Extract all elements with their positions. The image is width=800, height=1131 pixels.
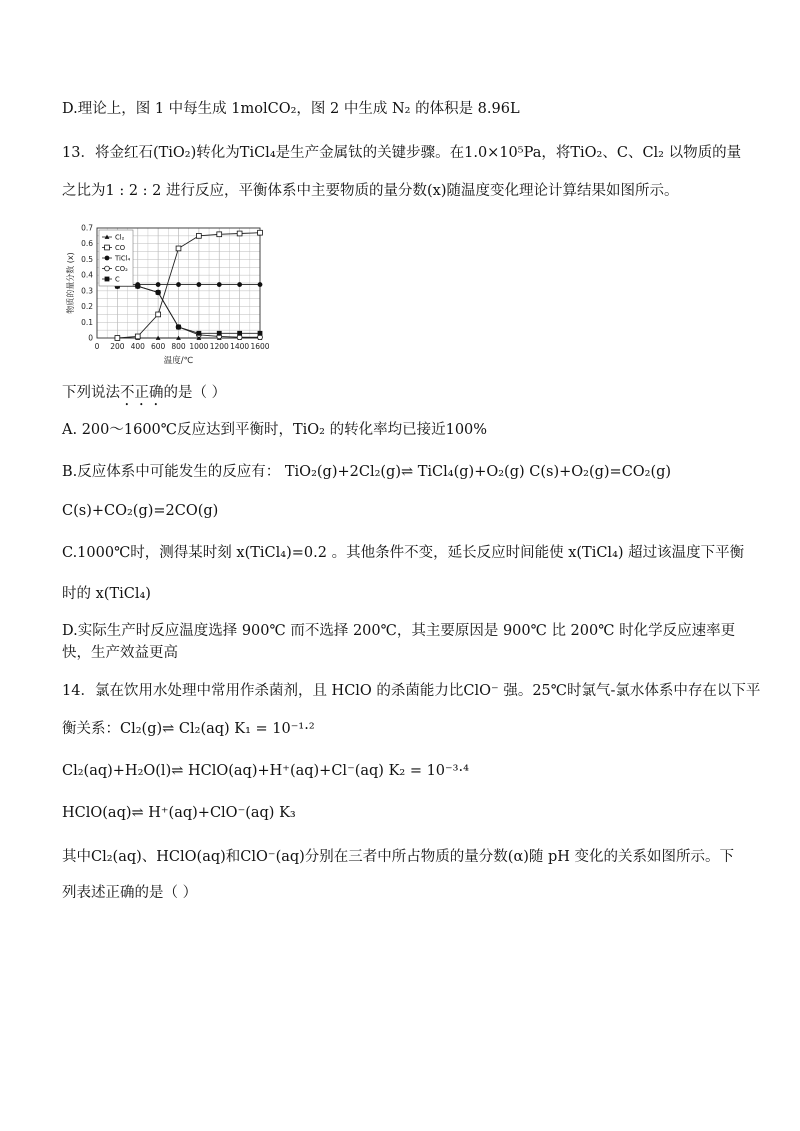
q13-stem-line1: 13．将金红石(TiO₂)转化为TiCl₄是生产金属钛的关键步骤。在1.0×10⁵Pa，将TiO₂、C、Cl₂ 以物质的量 [62, 145, 742, 161]
y-tick-label: 0.3 [81, 286, 93, 296]
data-point-4 [135, 284, 140, 289]
q13-option-a: A. 200～1600℃反应达到平衡时，TiO₂ 的转化率均已接近100% [62, 422, 488, 438]
x-tick-label: 0 [94, 342, 100, 351]
data-point-1 [156, 312, 161, 317]
data-point-2 [156, 282, 161, 287]
q13-option-b-line2: C(s)+CO₂(g)=2CO(g) [62, 503, 219, 519]
q13-option-d: D.实际生产时反应温度选择 900℃ 而不选择 200℃，其主要原因是 900℃ 比 200℃ 时化学反应速率更快，生产效益更高 [62, 623, 736, 661]
y-tick-label: 0 [88, 333, 93, 343]
data-point-2 [217, 282, 222, 287]
legend-marker [105, 277, 110, 282]
legend-label: C [115, 275, 120, 284]
legend-marker [105, 256, 110, 261]
data-point-2 [176, 282, 181, 287]
data-point-1 [115, 336, 120, 341]
x-tick-label: 1600 [250, 342, 270, 351]
q14-stem-line1: 14．氯在饮用水处理中常用作杀菌剂，且 HClO 的杀菌能力比ClO⁻ 强。25℃时氯气-氯水体系中存在以下平 [62, 683, 761, 699]
q13-prompt-prefix: 下列说法 [62, 385, 120, 401]
y-tick-label: 0.7 [81, 223, 93, 233]
data-point-2 [237, 282, 242, 287]
x-tick-label: 1400 [230, 342, 250, 351]
y-tick-label: 0.1 [81, 317, 93, 327]
q14-desc-line2: 列表述正确的是（ ） [62, 885, 198, 901]
legend-label: Cl₂ [115, 233, 125, 242]
data-point-1 [135, 334, 140, 339]
legend-marker [105, 245, 110, 250]
data-point-4 [196, 331, 201, 336]
data-point-4 [258, 331, 263, 336]
data-point-4 [217, 331, 222, 336]
legend-label: CO₂ [115, 265, 128, 273]
x-tick-label: 800 [171, 342, 186, 351]
data-point-1 [196, 233, 201, 238]
legend-marker [105, 266, 110, 271]
x-axis-label: 温度/℃ [163, 356, 194, 366]
q13-prompt-suffix: 的是（ ） [163, 385, 227, 401]
q13-stem-line2: 之比为1 : 2 : 2 进行反应，平衡体系中主要物质的量分数(x)随温度变化理论计算结果如图所示。 [62, 183, 679, 199]
q14-eq3: HClO(aq)⇌ H⁺(aq)+ClO⁻(aq) K₃ [62, 805, 296, 821]
data-point-2 [196, 282, 201, 287]
q13-prompt [62, 382, 226, 409]
data-point-4 [176, 325, 181, 330]
data-point-1 [217, 232, 222, 237]
data-point-2 [258, 282, 263, 287]
q14-eq2: Cl₂(aq)+H₂O(l)⇌ HClO(aq)+H⁺(aq)+Cl⁻(aq) K₂ = 10⁻³·⁴ [62, 763, 469, 779]
y-tick-label: 0.6 [81, 239, 93, 249]
q13-chart [62, 216, 292, 376]
data-point-4 [156, 290, 161, 295]
data-point-1 [176, 246, 181, 251]
legend-label: CO [115, 244, 126, 252]
legend-label: TiCl₄ [115, 254, 131, 263]
q13-option-b-line1: B.反应体系中可能发生的反应有： TiO₂(g)+2Cl₂(g)⇌ TiCl₄(g)+O₂(g) C(s)+O₂(g)=CO₂(g) [62, 464, 672, 480]
x-tick-label: 1000 [189, 342, 209, 351]
data-point-1 [237, 231, 242, 236]
data-point-4 [237, 331, 242, 336]
x-tick-label: 1200 [209, 342, 229, 351]
x-tick-label: 200 [110, 342, 125, 351]
q13-option-c-line2: 时的 x(TiCl₄) [62, 586, 151, 602]
q14-desc-line1: 其中Cl₂(aq)、HClO(aq)和ClO⁻(aq)分别在三者中所占物质的量分数(α)随 pH 变化的关系如图所示。下 [62, 849, 735, 865]
q12-option-d: D.理论上，图 1 中每生成 1molCO₂，图 2 中生成 N₂ 的体积是 8.96L [62, 101, 520, 117]
q13-chart-svg [62, 216, 292, 376]
q13-prompt-emphasis: 不正确 [120, 385, 164, 401]
data-point-1 [258, 230, 263, 235]
y-axis-label: 物质的量分数 (x) [66, 252, 75, 314]
q14-stem-line2: 衡关系：Cl₂(g)⇌ Cl₂(aq) K₁ = 10⁻¹·² [62, 721, 315, 737]
q13-option-c-line1: C.1000℃时，测得某时刻 x(TiCl₄)=0.2 。其他条件不变，延长反应时间能使 x(TiCl₄) 超过该温度下平衡 [62, 545, 745, 561]
x-tick-label: 600 [150, 342, 166, 351]
y-tick-label: 0.5 [81, 254, 93, 264]
x-tick-label: 400 [130, 342, 145, 351]
y-tick-label: 0.4 [81, 270, 93, 280]
y-tick-label: 0.2 [81, 302, 93, 312]
